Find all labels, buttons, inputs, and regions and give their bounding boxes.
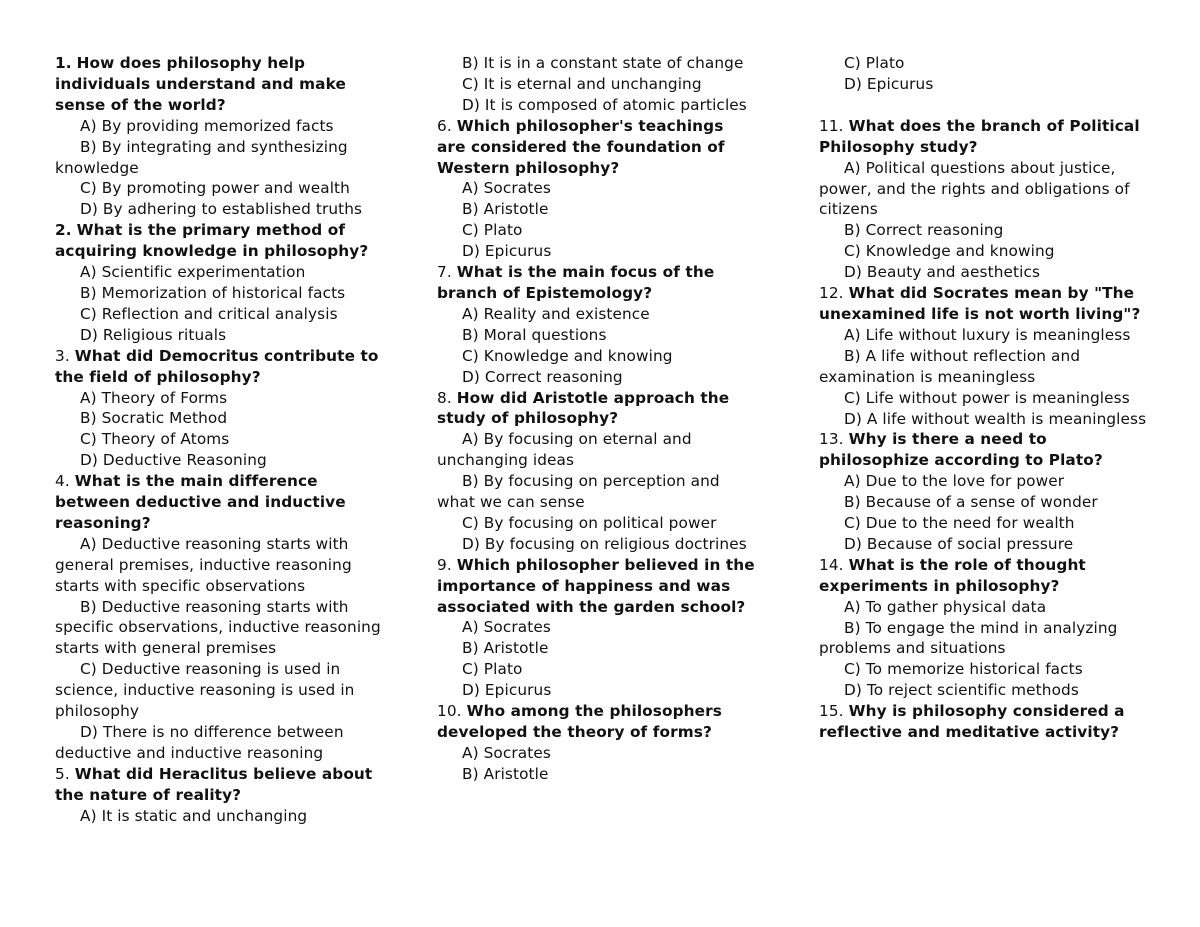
answer-option: D) Correct reasoning: [462, 367, 623, 386]
question-number: 9.: [437, 555, 452, 574]
question-stem: [819, 701, 1149, 743]
answer-option: B) To engage the mind in analyzing problems and situations: [819, 618, 1118, 658]
question-number: 15.: [819, 702, 844, 721]
question-block: [819, 53, 1149, 116]
question-block: [437, 116, 757, 262]
question-text: Why is there a need to philosophize according to Plato?: [819, 430, 1103, 470]
answer-option: A) Scientific experimentation: [80, 263, 306, 282]
question-text: Who among the philosophers developed the theory of forms?: [437, 702, 722, 741]
answer-option: A) Due to the love for power: [844, 472, 1065, 491]
answer-option: A) To gather physical data: [844, 597, 1047, 616]
question-stem: [55, 220, 390, 262]
question-block: [819, 555, 1149, 701]
answer-option: A) It is static and unchanging: [80, 806, 308, 825]
question-text: What did Socrates mean by "The unexamined life is not worth living"?: [819, 284, 1141, 323]
answer-option: C) It is eternal and unchanging: [462, 74, 702, 93]
question-text: What is the main difference between deductive and inductive reasoning?: [55, 472, 346, 532]
question-text: Which philosopher's teachings are considered the foundation of Western philosophy?: [437, 116, 725, 177]
question-number: 5.: [55, 764, 70, 783]
answer-option: A) By focusing on eternal and unchanging ideas: [437, 430, 692, 470]
question-text: What is the primary method of acquiring knowledge in philosophy?: [55, 221, 369, 261]
answer-option: A) Political questions about justice, power, and the rights and obligations of citizens: [819, 158, 1130, 219]
answer-option: C) Reflection and critical analysis: [80, 304, 338, 323]
question-stem: [55, 764, 390, 806]
answer-option: D) Epicurus: [462, 242, 552, 261]
answer-option: D) It is composed of atomic particles: [462, 95, 747, 114]
question-block: [819, 429, 1149, 554]
question-text: How did Aristotle approach the study of philosophy?: [437, 388, 730, 428]
question-text: What is the role of thought experiments in philosophy?: [819, 555, 1086, 595]
question-number: 8.: [437, 388, 452, 407]
answer-option: C) Due to the need for wealth: [844, 514, 1075, 533]
answer-option: D) Religious rituals: [80, 325, 227, 344]
question-block: [819, 116, 1149, 283]
answer-option: C) Deductive reasoning is used in science, inductive reasoning is used in philosophy: [55, 660, 355, 721]
answer-option: C) Plato: [844, 54, 905, 72]
question-text: What does the branch of Political Philosophy study?: [819, 116, 1140, 156]
question-number: 14.: [819, 555, 844, 574]
answer-option: A) Reality and existence: [462, 304, 650, 323]
answer-option: B) Correct reasoning: [844, 221, 1004, 240]
question-number: 2.: [55, 221, 72, 240]
answer-option: B) Moral questions: [462, 325, 607, 344]
answer-option: B) A life without reflection and examination is meaningless: [819, 346, 1081, 386]
question-stem: [437, 116, 757, 179]
answer-option: C) Knowledge and knowing: [462, 346, 673, 365]
question-number: 13.: [819, 430, 844, 449]
answer-option: A) Life without luxury is meaningless: [844, 325, 1131, 344]
question-stem: [819, 283, 1149, 325]
answer-option: B) Because of a sense of wonder: [844, 493, 1098, 512]
question-number: 1.: [55, 54, 72, 72]
answer-option: C) Theory of Atoms: [80, 430, 230, 449]
column-1: [55, 53, 390, 827]
question-stem: [819, 429, 1149, 471]
question-block: [437, 701, 757, 785]
answer-option: B) Aristotle: [462, 764, 549, 783]
question-block: [55, 346, 390, 471]
answer-option: C) By focusing on political power: [462, 513, 717, 532]
answer-option: D) By focusing on religious doctrines: [462, 534, 747, 553]
answer-option: D) Epicurus: [462, 681, 552, 700]
answer-option: D) Epicurus: [844, 74, 934, 93]
question-block: [819, 701, 1149, 743]
question-block: [55, 764, 390, 827]
question-number: 7.: [437, 263, 452, 282]
answer-option: D) Deductive Reasoning: [80, 451, 267, 470]
question-stem: [819, 116, 1149, 158]
question-number: 6.: [437, 116, 452, 135]
answer-option: B) Socratic Method: [80, 409, 228, 428]
answer-option: D) There is no difference between deductive and inductive reasoning: [55, 723, 344, 762]
question-stem: [437, 388, 757, 430]
column-2: [437, 53, 757, 785]
question-stem: [55, 346, 390, 388]
answer-option: B) Aristotle: [462, 639, 549, 658]
answer-option: C) Life without power is meaningless: [844, 388, 1130, 407]
question-text: Which philosopher believed in the importance of happiness and was associated with the garden school?: [437, 555, 755, 616]
question-text: What did Heraclitus believe about the nature of reality?: [55, 764, 373, 804]
spacer: [819, 95, 1149, 116]
answer-option: A) Theory of Forms: [80, 388, 228, 407]
answer-option: A) Socrates: [462, 743, 551, 762]
question-text: What is the main focus of the branch of Epistemology?: [437, 263, 715, 302]
answer-option: C) Knowledge and knowing: [844, 242, 1055, 261]
answer-option: A) Socrates: [462, 618, 551, 637]
answer-option: C) By promoting power and wealth: [80, 179, 350, 198]
answer-option: B) Aristotle: [462, 200, 549, 219]
answer-option: B) It is in a constant state of change: [462, 54, 744, 72]
question-block: [437, 388, 757, 555]
question-block: [55, 53, 390, 220]
answer-option: B) By focusing on perception and what we can sense: [437, 472, 720, 512]
answer-option: D) A life without wealth is meaningless: [844, 409, 1147, 428]
question-number: 11.: [819, 116, 844, 135]
answer-option: A) Deductive reasoning starts with general premises, inductive reasoning starts with specific observations: [55, 534, 352, 595]
question-block: [55, 220, 390, 345]
question-stem: [55, 471, 390, 534]
answer-option: A) By providing memorized facts: [80, 116, 334, 135]
column-3: [819, 53, 1149, 743]
question-stem: [437, 262, 757, 304]
question-number: 3.: [55, 346, 70, 365]
question-number: 10.: [437, 702, 462, 721]
answer-option: A) Socrates: [462, 179, 551, 198]
answer-option: C) Plato: [462, 660, 523, 679]
answer-option: C) To memorize historical facts: [844, 660, 1083, 679]
question-number: 4.: [55, 472, 70, 491]
answer-option: D) By adhering to established truths: [80, 200, 363, 219]
question-stem: [819, 555, 1149, 597]
question-block: [55, 471, 390, 764]
answer-option: D) Beauty and aesthetics: [844, 263, 1041, 282]
question-text: How does philosophy help individuals understand and make sense of the world?: [55, 54, 346, 114]
question-text: Why is philosophy considered a reflective and meditative activity?: [819, 702, 1125, 742]
answer-option: D) To reject scientific methods: [844, 681, 1079, 700]
question-text: What did Democritus contribute to the field of philosophy?: [55, 346, 379, 386]
answer-option: B) Memorization of historical facts: [80, 283, 346, 302]
answer-option: B) Deductive reasoning starts with specific observations, inductive reasoning starts with general premises: [55, 597, 381, 658]
question-stem: [55, 53, 390, 116]
question-block: [437, 555, 757, 701]
answer-option: C) Plato: [462, 221, 523, 240]
question-block: [437, 262, 757, 387]
question-number: 12.: [819, 284, 844, 303]
question-stem: [437, 701, 757, 743]
answer-option: B) By integrating and synthesizing knowledge: [55, 137, 348, 177]
answer-option: D) Because of social pressure: [844, 534, 1074, 553]
question-block: [437, 53, 757, 116]
question-stem: [437, 555, 757, 618]
question-block: [819, 283, 1149, 429]
